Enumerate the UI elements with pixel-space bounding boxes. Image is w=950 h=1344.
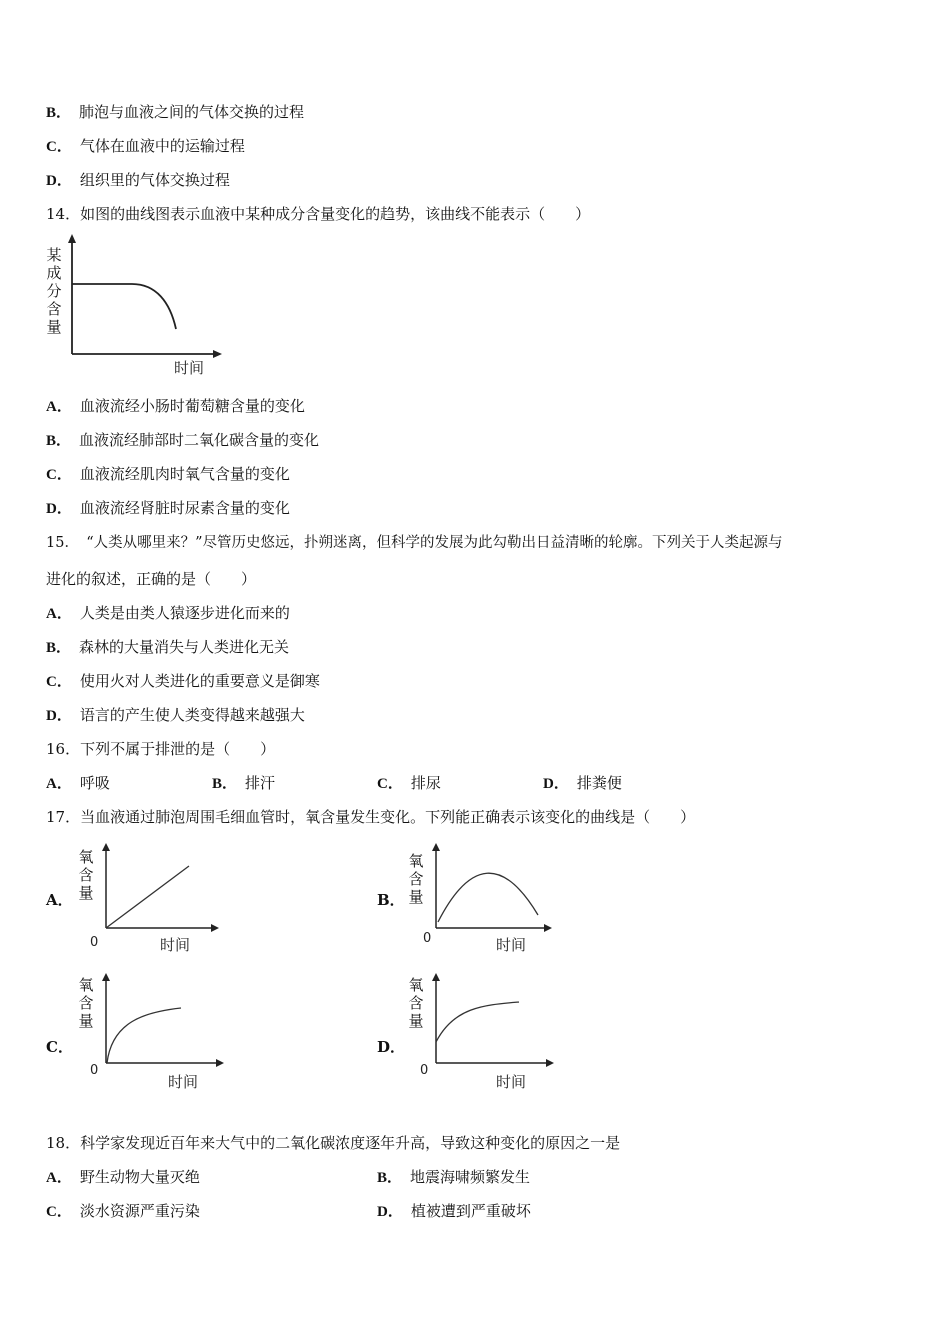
q17-graph-a-letter: A． — [46, 891, 73, 909]
q17-graph-a — [74, 842, 224, 957]
q14-option-d: D． 血液流经肾脏时尿素含量的变化 — [46, 499, 290, 517]
q18-option-d: D． 植被遭到严重破坏 — [377, 1202, 531, 1220]
q17-graph-d-svg — [404, 972, 559, 1092]
q14-option-c: C． 血液流经肌肉时氧气含量的变化 — [46, 465, 290, 483]
q14-x-arrow — [213, 350, 222, 358]
q17-d-x-arrow — [546, 1059, 554, 1067]
q15-option-a: A． 人类是由类人猿逐步进化而来的 — [46, 604, 290, 622]
q17-graph-d-letter: D． — [377, 1038, 406, 1056]
q17-b-xlabel: 时间 — [496, 936, 527, 954]
q18-option-a: A． 野生动物大量灭绝 — [46, 1168, 200, 1186]
q14-curve — [72, 284, 176, 329]
q16-option-b: B． 排汗 — [212, 774, 276, 792]
q13-option-d: D． 组织里的气体交换过程 — [46, 171, 230, 189]
q13-option-b: B． 肺泡与血液之间的气体交换的过程 — [46, 103, 305, 121]
q17-stem: 17．当血液通过肺泡周围毛细血管时，氧含量发生变化。下列能正确表示该变化的曲线是（ ） — [46, 808, 696, 826]
q17-a-x-arrow — [211, 924, 219, 932]
q14-y-arrow — [68, 234, 76, 243]
q16-option-a: A． 呼吸 — [46, 774, 110, 792]
q17-b-x-arrow — [544, 924, 552, 932]
q17-c-x-arrow — [216, 1059, 224, 1067]
q15-option-b: B． 森林的大量消失与人类进化无关 — [46, 638, 290, 656]
q16-option-d: D． 排粪便 — [543, 774, 622, 792]
q13-option-c: C． 气体在血液中的运输过程 — [46, 137, 245, 155]
q18-stem: 18．科学家发现近百年来大气中的二氧化碳浓度逐年升高，导致这种变化的原因之一是 — [46, 1134, 621, 1152]
q17-a-xlabel: 时间 — [160, 936, 191, 954]
q14-figure — [44, 234, 234, 379]
q17-graph-b — [404, 842, 559, 957]
q17-graph-d-ylabel: 氧 含 量 — [408, 976, 424, 1030]
q17-c-origin: 0 — [90, 1063, 99, 1078]
q17-a-y-arrow — [102, 843, 110, 851]
q17-graph-c-ylabel: 氧 含 量 — [78, 976, 94, 1030]
q17-d-curve — [436, 1002, 519, 1042]
q17-graph-c — [74, 972, 224, 1092]
q17-graph-a-ylabel: 氧 含 量 — [78, 848, 94, 902]
q14-option-a: A． 血液流经小肠时葡萄糖含量的变化 — [46, 397, 305, 415]
q17-a-curve — [106, 866, 189, 928]
q15-option-c: C． 使用火对人类进化的重要意义是御寒 — [46, 672, 320, 690]
q17-graph-a-svg — [74, 842, 224, 957]
q18-option-b: B． 地震海啸频繁发生 — [377, 1168, 531, 1186]
q17-graph-c-letter: C． — [46, 1038, 73, 1056]
q17-b-curve — [438, 873, 538, 922]
q17-graph-b-letter: B． — [377, 891, 405, 909]
q17-c-curve — [107, 1008, 181, 1063]
q16-stem: 16．下列不属于排泄的是（ ） — [46, 740, 276, 758]
q17-b-y-arrow — [432, 843, 440, 851]
q17-b-origin: 0 — [423, 931, 432, 946]
q17-graph-b-svg — [404, 842, 559, 957]
q14-stem: 14．如图的曲线图表示血液中某种成分含量变化的趋势，该曲线不能表示（ ） — [46, 205, 591, 223]
q14-graph-svg — [44, 234, 234, 379]
q17-a-origin: 0 — [90, 935, 99, 950]
q17-d-xlabel: 时间 — [496, 1073, 527, 1091]
q17-d-y-arrow — [432, 973, 440, 981]
q17-d-origin: 0 — [420, 1063, 429, 1078]
q15-option-d: D． 语言的产生使人类变得越来越强大 — [46, 706, 305, 724]
q17-graph-d — [404, 972, 559, 1092]
q17-graph-c-svg — [74, 972, 224, 1092]
q14-option-b: B． 血液流经肺部时二氧化碳含量的变化 — [46, 431, 320, 449]
q15-stem-line2: 进化的叙述，正确的是（ ） — [46, 570, 257, 588]
q16-option-c: C． 排尿 — [377, 774, 441, 792]
q17-c-y-arrow — [102, 973, 110, 981]
q17-c-xlabel: 时间 — [168, 1073, 199, 1091]
q14-x-axis-label: 时间 — [174, 359, 205, 377]
q18-option-c: C． 淡水资源严重污染 — [46, 1202, 200, 1220]
q14-y-axis-label: 某 成 分 含 量 — [46, 246, 62, 336]
q15-stem-line1: 15． “人类从哪里来？”尽管历史悠远，扑朔迷离，但科学的发展为此勾勒出日益清晰的轮廓。下列关于人类起源与 — [46, 535, 783, 551]
q17-graph-b-ylabel: 氧 含 量 — [408, 852, 424, 906]
